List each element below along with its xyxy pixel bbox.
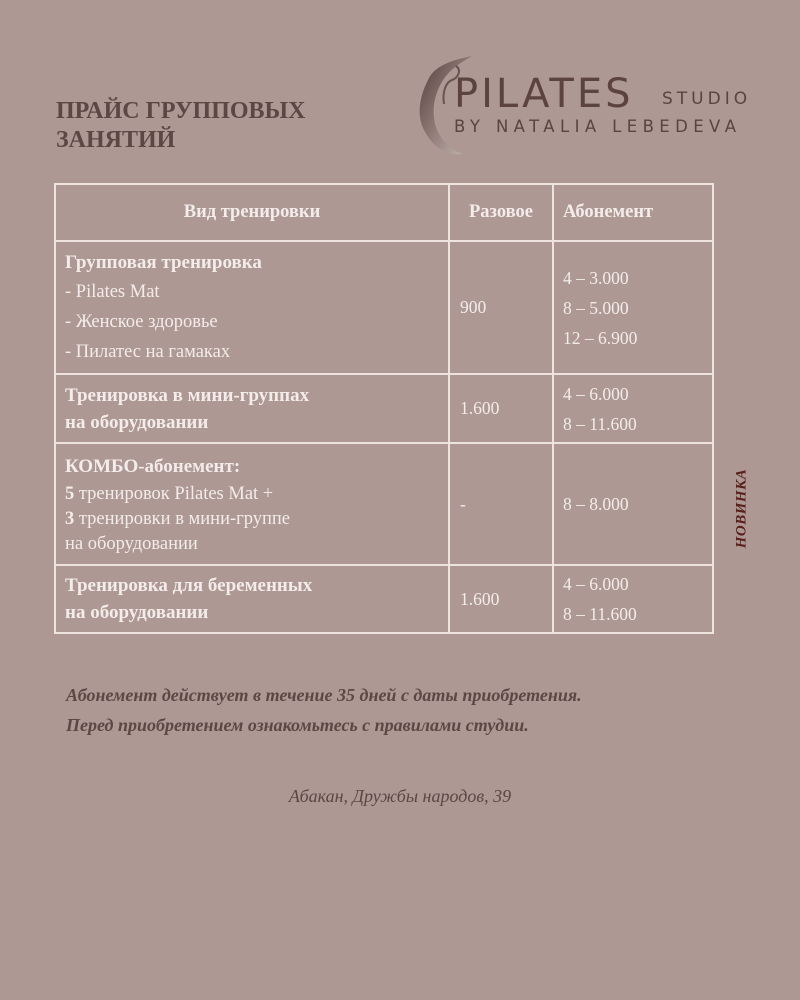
training-description xyxy=(55,443,449,565)
training-title-line1: Тренировка для беременных xyxy=(65,575,313,596)
combo-count: 3 xyxy=(65,508,75,529)
subscription-option: 8 – 8.000 xyxy=(563,494,629,514)
header-single: Разовое xyxy=(449,184,553,241)
combo-count: 5 xyxy=(65,483,75,504)
subscription-option: 4 – 6.000 xyxy=(563,383,629,404)
subscription-option: 12 – 6.900 xyxy=(563,327,638,348)
combo-line-2 xyxy=(65,507,448,532)
training-description xyxy=(55,565,449,633)
studio-address: Абакан, Дружбы народов, 39 xyxy=(288,786,512,806)
subscription-prices xyxy=(553,241,713,374)
note-line2: Перед приобретением ознакомьтесь с правилами студии. xyxy=(66,715,529,735)
note-line1: Абонемент действует в течение 35 дней с даты приобретения. xyxy=(66,685,582,705)
price-table xyxy=(54,183,714,634)
subscription-option: 4 – 6.000 xyxy=(563,574,629,594)
subscription-option: 8 – 11.600 xyxy=(563,413,637,434)
page-title xyxy=(56,97,305,155)
single-price: 900 xyxy=(449,241,553,374)
page-title-line1: ПРАЙС ГРУППОВЫХ xyxy=(56,98,306,124)
table-row xyxy=(55,241,713,374)
new-badge-label: НОВИНКА xyxy=(733,468,750,548)
training-item: - Pilates Mat xyxy=(65,281,160,302)
combo-text: тренировки в мини-группе xyxy=(74,508,290,529)
table-header-row xyxy=(55,184,713,241)
combo-text: тренировок Pilates Mat + xyxy=(74,483,274,504)
single-price: 1.600 xyxy=(449,565,553,633)
table-row xyxy=(55,443,713,565)
combo-line-1 xyxy=(65,482,448,507)
training-description xyxy=(55,241,449,374)
training-item: - Женское здоровье xyxy=(65,311,218,332)
subscription-note xyxy=(66,680,766,740)
subscription-option: 4 – 3.000 xyxy=(563,267,629,288)
training-title: Групповая тренировка xyxy=(65,251,262,273)
subscription-option: 8 – 5.000 xyxy=(563,297,629,318)
training-title-line2: на оборудовании xyxy=(65,602,209,623)
logo-brand: PILATES xyxy=(454,71,634,117)
subscription-option: 8 – 11.600 xyxy=(563,604,637,624)
table-row xyxy=(55,565,713,633)
header-training-type: Вид тренировки xyxy=(55,184,449,241)
logo-studio: STUDIO xyxy=(662,89,752,109)
subscription-prices xyxy=(553,565,713,633)
single-price: 1.600 xyxy=(449,374,553,443)
subscription-prices xyxy=(553,443,713,565)
single-price: - xyxy=(449,443,553,565)
studio-logo xyxy=(412,52,772,162)
combo-title: КОМБО-абонемент: xyxy=(65,455,241,477)
training-description xyxy=(55,374,449,443)
page-title-line2: ЗАНЯТИЙ xyxy=(56,127,176,153)
training-item: - Пилатес на гамаках xyxy=(65,341,231,362)
logo-byline: BY NATALIA LEBEDEVA xyxy=(454,117,742,136)
new-badge xyxy=(730,460,754,556)
subscription-prices xyxy=(553,374,713,443)
combo-line-3: на оборудовании xyxy=(65,533,198,554)
training-title-line2: на оборудовании xyxy=(65,411,209,433)
table-row xyxy=(55,374,713,443)
header-subscription: Абонемент xyxy=(553,184,713,241)
training-title-line1: Тренировка в мини-группах xyxy=(65,384,310,406)
